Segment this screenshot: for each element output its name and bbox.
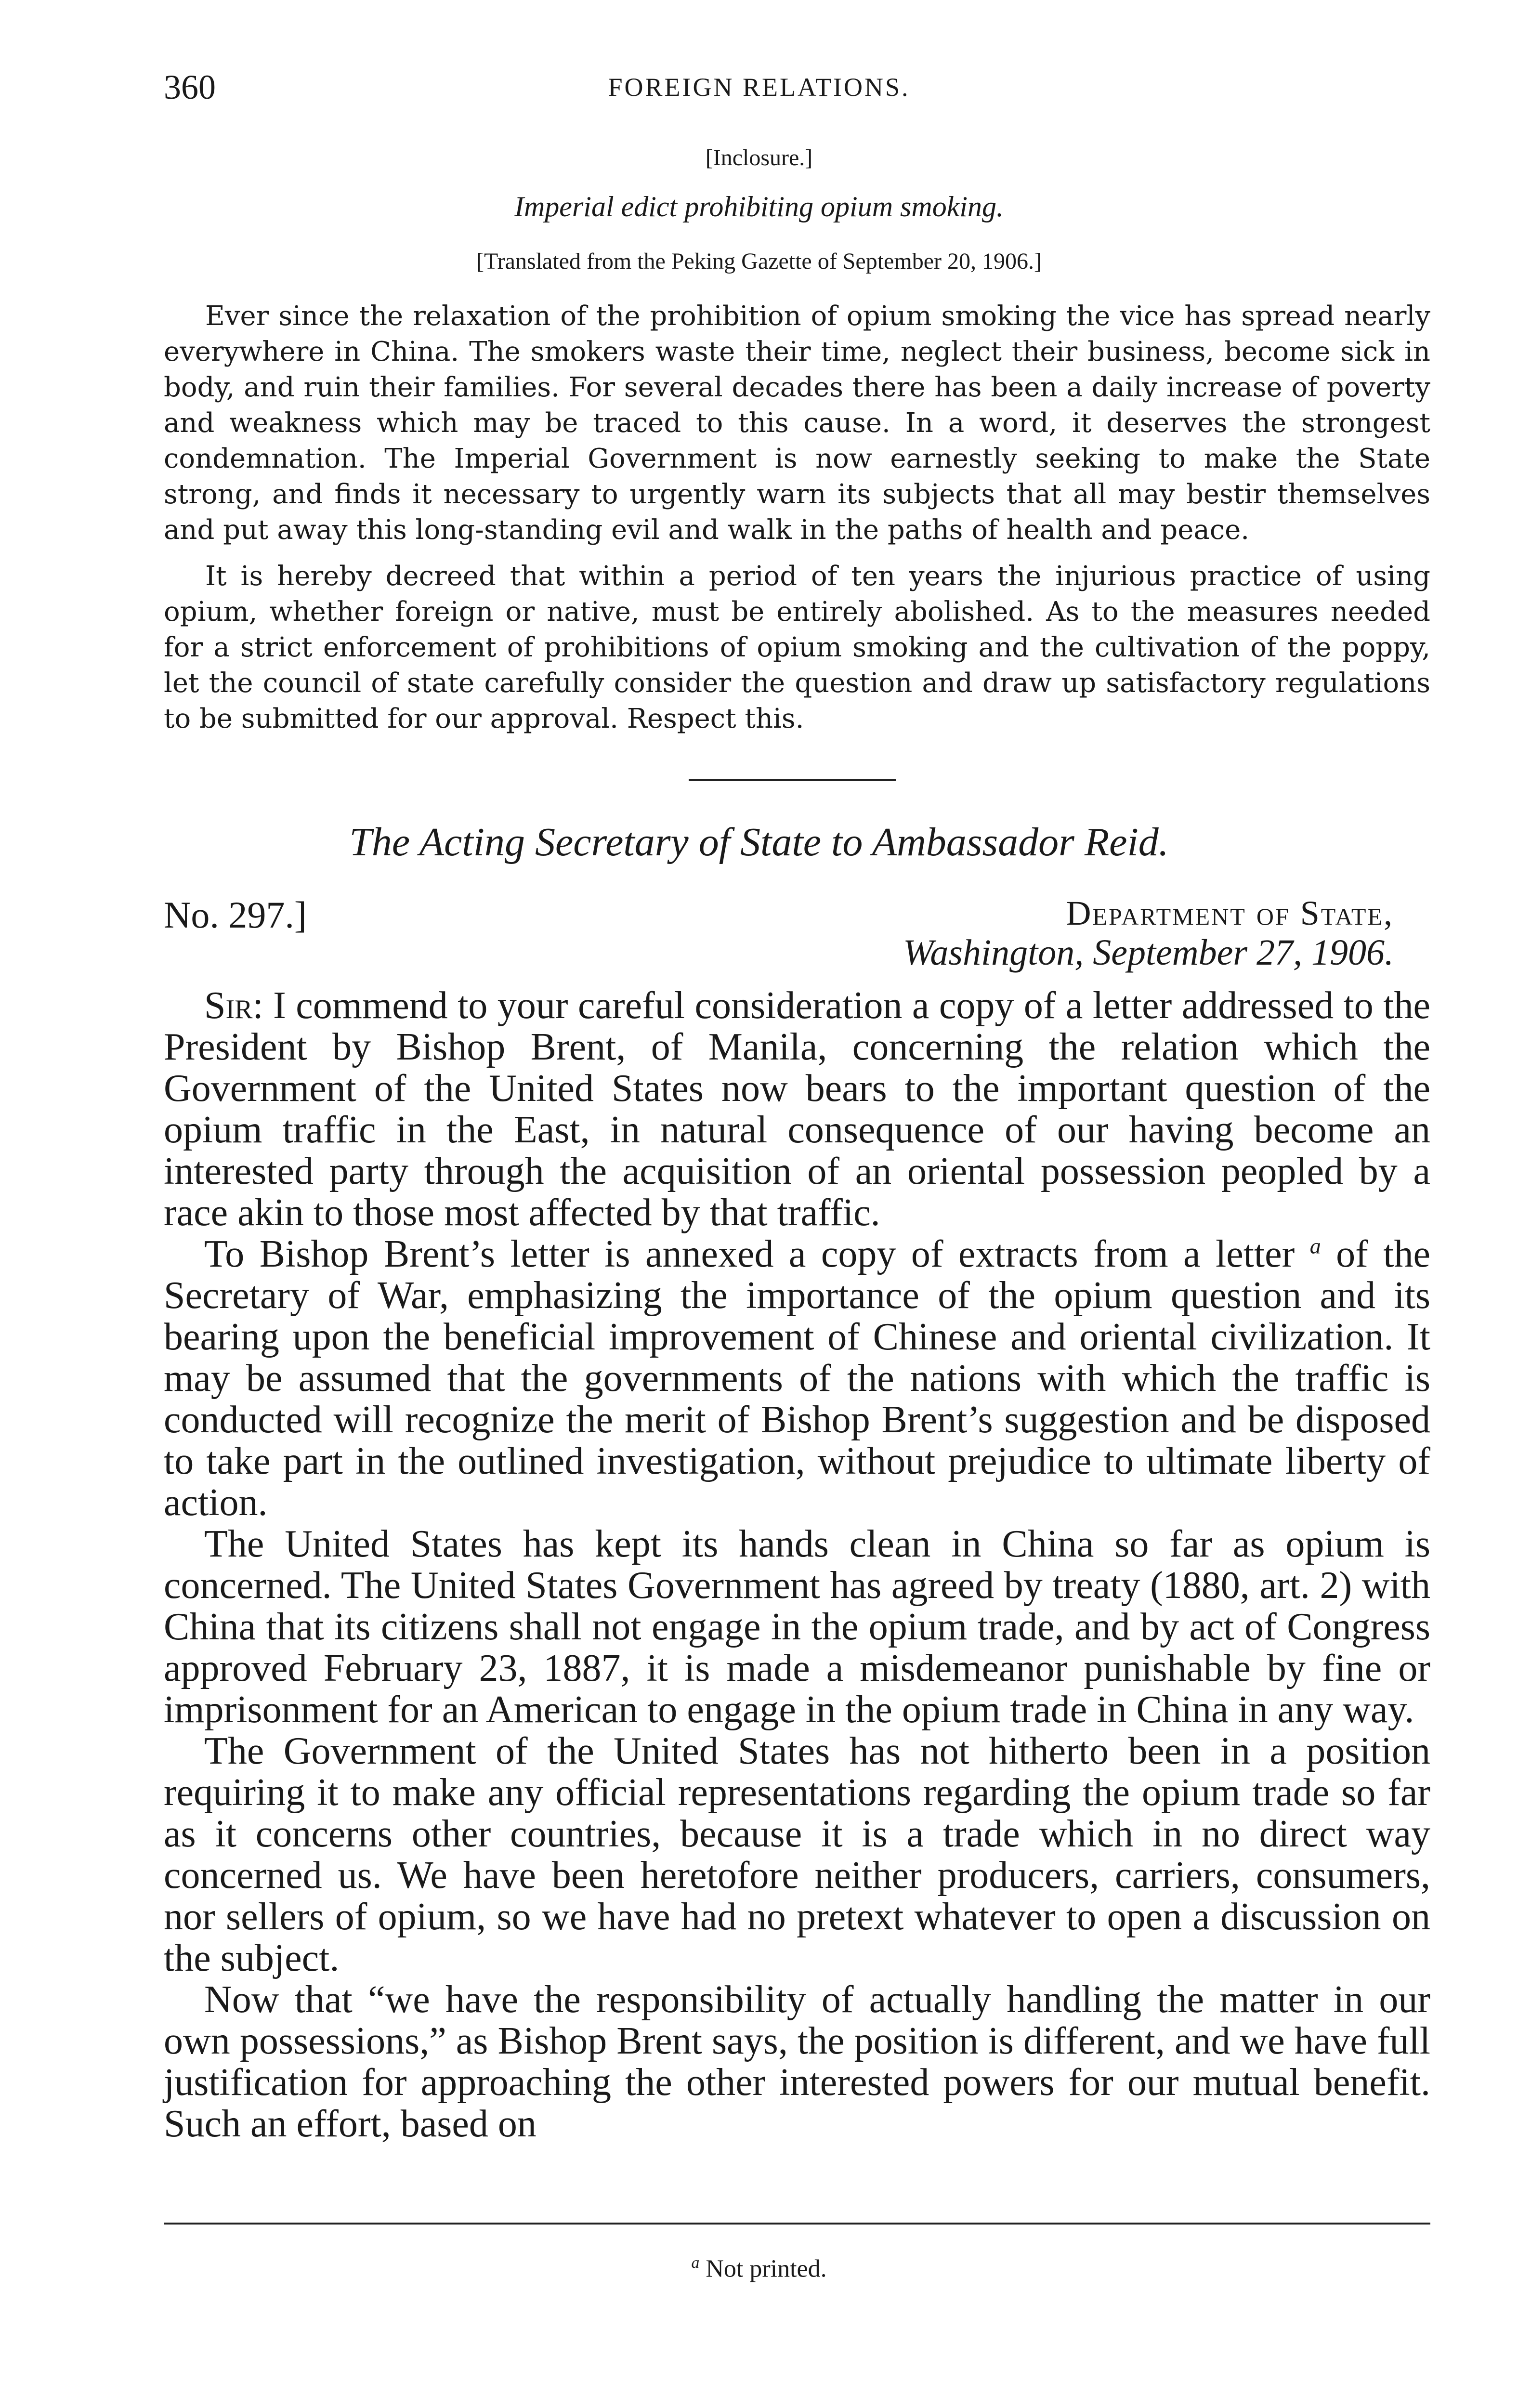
- letter-paragraph: The United States has kept its hands clean in China so far as opium is concerned. The United States Government has agreed by treaty (1880, art. 2) with China that its citizens shall not engage in the opium trade, and by act of Congress approved February 23, 1887, it is made a misdemeanor punishable by fine or imprisonment for an American to engage in the opium trade in China in any way.: [164, 1523, 1430, 1731]
- edict-title: Imperial edict prohibiting opium smoking.: [514, 191, 1004, 222]
- dispatch-number: No. 297.]: [164, 894, 307, 936]
- running-head: FOREIGN RELATIONS.: [608, 73, 910, 102]
- salutation: Sir:: [204, 984, 263, 1027]
- place-date-line: Washington, September 27, 1906.: [903, 932, 1394, 973]
- footnote-divider: [164, 2223, 1430, 2225]
- inclosure-label: [Inclosure.]: [705, 145, 813, 170]
- footnote-mark: a: [691, 2254, 700, 2272]
- paragraph-text: To Bishop Brent’s letter is annexed a copy of extracts from a letter: [204, 1233, 1295, 1275]
- edict-paragraph: It is hereby decreed that within a period of ten years the injurious practice of using opium, whether foreign or native, must be entirely abolished. As to the measures needed for a strict enforcement of prohibitions of opium smoking and the cultivation of the poppy, let the council of state carefully consider the question and draw up satisfactory regulations to be submitted for our approval. Respect this.: [164, 561, 1430, 734]
- department-line: Department of State,: [1066, 894, 1394, 932]
- letter-body: [164, 985, 1430, 2145]
- letter-paragraph: Now that “we have the responsibility of actually handling the matter in our own possessions,” as Bishop Brent says, the position is different, and we have full justification for approaching the other interested powers for our mutual benefit. Such an effort, based on: [164, 1978, 1430, 2145]
- footnote: [0, 2254, 1518, 2283]
- paragraph-text: I commend to your careful consideration a copy of a letter addressed to the President by Bishop Brent, of Manila, concerning the relation which the Government of the United States now bears to the important question of the opium traffic in the East, in natural consequence of our having become an interested party through the acquisition of an oriental possession peopled by a race akin to those most affected by that traffic.: [164, 984, 1430, 1234]
- footnote-text: Not printed.: [706, 2255, 827, 2283]
- letter-paragraph: [164, 1233, 1430, 1523]
- letter-heading: The Acting Secretary of State to Ambassador Reid.: [349, 820, 1169, 864]
- footnote-marker: a: [1309, 1233, 1321, 1258]
- page-number: 360: [164, 68, 216, 106]
- letter-paragraph: The Government of the United States has not hitherto been in a position requiring it to make any official representations regarding the opium trade so far as it concerns other countries, because it is a trade which in no direct way concerned us. We have been heretofore neither producers, carriers, consumers, nor sellers of opium, so we have had no pretext whatever to open a discussion on the subject.: [164, 1730, 1430, 1979]
- section-divider: [689, 779, 896, 781]
- translation-note: [Translated from the Peking Gazette of September 20, 1906.]: [476, 249, 1042, 274]
- paragraph-text: of the Secretary of War, emphasizing the importance of the opium question and its bearing upon the beneficial improvement of Chinese and oriental civilization. It may be assumed that the governments of the nations with which the traffic is conducted will recognize the merit of Bishop Brent’s suggestion and be disposed to take part in the outlined investigation, without prejudice to ultimate liberty of action.: [164, 1233, 1430, 1524]
- letter-paragraph: [164, 985, 1430, 1233]
- edict-paragraph: Ever since the relaxation of the prohibition of opium smoking the vice has spread nearly everywhere in China. The smokers waste their time, neglect their business, become sick in body, and ruin their families. For several decades there has been a daily increase of poverty and weakness which may be traced to this cause. In a word, it deserves the strongest condemnation. The Imperial Government is now earnestly seeking to make the State strong, and finds it necessary to urgently warn its subjects that all may bestir themselves and put away this long-standing evil and walk in the paths of health and peace.: [164, 301, 1430, 546]
